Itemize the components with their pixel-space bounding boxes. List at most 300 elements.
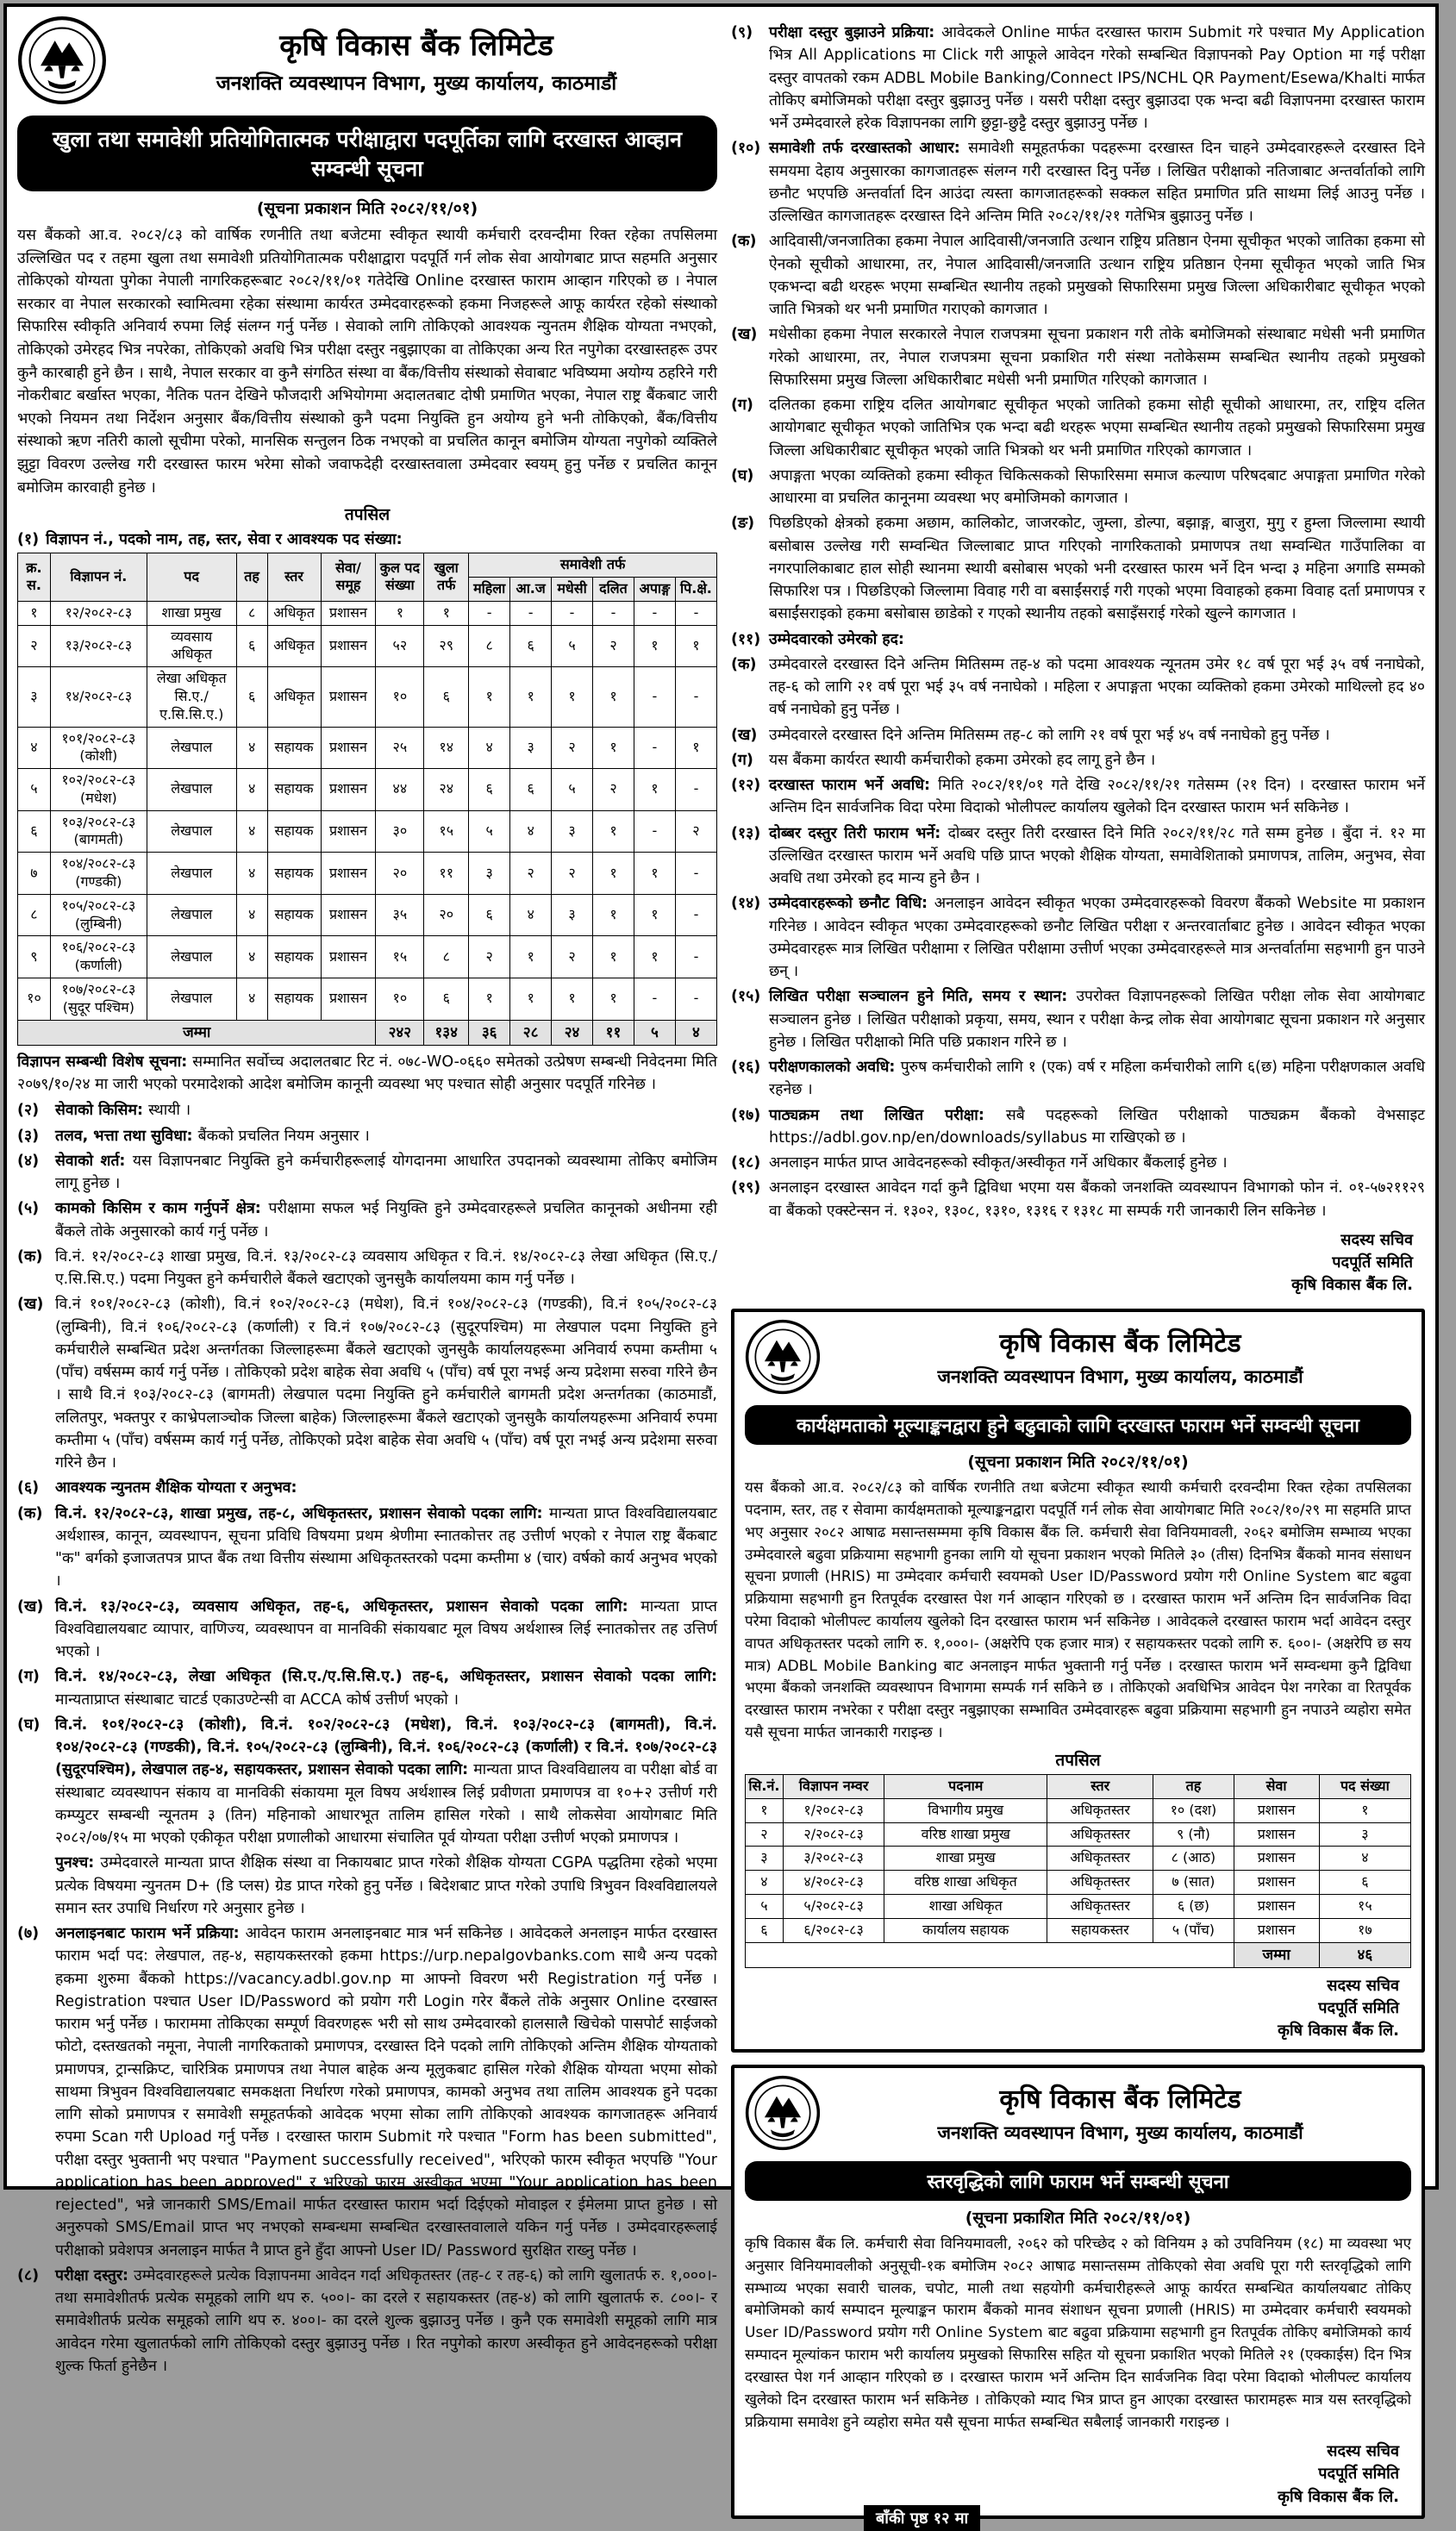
item-number: (क) <box>17 1247 43 1266</box>
table-cell: लेखपाल <box>147 894 236 936</box>
list-item <box>17 1503 717 1593</box>
total-cell: ११ <box>593 1020 634 1045</box>
table-cell: ३ <box>510 727 552 769</box>
item-number: (क) <box>731 655 757 673</box>
table-cell: २ <box>746 1822 784 1847</box>
table-cell: १ <box>634 936 675 978</box>
item-text <box>55 1477 717 1499</box>
table-cell: अधिकृतस्तर <box>1047 1871 1153 1895</box>
table-cell: ८ (आठ) <box>1153 1847 1234 1871</box>
item-label: उम्मेदवारहरूको छनौट विधि: <box>769 895 934 913</box>
notice1-signature-block <box>731 1229 1425 1297</box>
table-cell: - <box>593 601 634 625</box>
item-text: उम्मेदवारले दरखास्त दिने अन्तिम मितिसम्म तह-८ को लागि २१ वर्ष पूरा भई ४५ वर्ष ननाघेको हुनु पर्नेछ । <box>769 726 1330 744</box>
table-cell: १ <box>424 601 469 625</box>
special-notice-label: विज्ञापन सम्बन्धी विशेष सूचना: <box>17 1053 188 1071</box>
table-cell: ४ <box>236 936 267 978</box>
table-cell: - <box>634 978 675 1021</box>
item-label: वि.नं. १२/२०८२-८३, शाखा प्रमुख, तह-८, अधिकृतस्तर, प्रशासन सेवाको पदका लागि: <box>55 1504 549 1522</box>
table-cell: सहायक <box>267 769 321 811</box>
table-cell: ८ <box>424 936 469 978</box>
item-number: (क) <box>731 233 757 251</box>
table-cell: लेखपाल <box>147 853 236 895</box>
item-number: (ग) <box>17 1668 40 1686</box>
table-cell: ६ <box>1319 1871 1410 1895</box>
table-cell: १ <box>634 769 675 811</box>
table-total-row <box>18 1020 717 1045</box>
item-text: पाठ्यक्रम तथा लिखित परीक्षा: सबै पदहरूको लिखित परीक्षाको पाठ्यक्रम बैंकको वेभसाइट https://adbl.gov.np/en/downloads/syllabus मा राखिएको छ । <box>769 1106 1425 1147</box>
table-cell: १० <box>376 667 424 727</box>
table-cell: ६ <box>510 769 552 811</box>
table-cell: १ <box>593 894 634 936</box>
item-text: उम्मेदवारहरूको छनौट विधि: अनलाइन आवेदन स्वीकृत भएका उम्मेदवारहरूको विवरण बैंकको Website मा प्रकाशन गरिनेछ । आवेदन स्वीकृत भएका उम्मेदवारहरूको छनौट लिखित परीक्षा र अन्तरवार्ताबाट हुनेछ । आवेदन स्वीकृत भएका उम्मेदवारहरू मात्र लिखित परीक्षामा र लिखित परीक्षामा उत्तीर्ण भएका उम्मेदवारहरूले मात्र अन्तर्वार्तामा सहभागी हुन पाउने छन् । <box>769 895 1425 980</box>
item-text: अनलाइनबाट फाराम भर्ने प्रक्रिया: आवेदन फाराम अनलाइनबाट मात्र भर्न सकिनेछ । आवेदकले अनलाइन मार्फत दरखास्त फाराम भर्दा पद: लेखपाल, तह-४, सहायकस्तरको हकमा https://urp.nepalgovbanks.com साथै अन्य पदको हकमा शुरुमा बैंकको https://vacancy.adbl.gov.np मा आफ्नो विवरण भरी Registration गर्नु पर्नेछ । Registration पश्चात User ID/Password को प्रयोग गरी Login गरेर बैंकले तोके अनुसार Online दरखास्त फाराम भर्नु पर्नेछ । फाराममा तोकिएका सम्पूर्ण विवरणहरू भरी सो साथ उम्मेदवारको हालसालै खिचेको पासपोर्ट साईजको फोटो, दस्तखतको नमूना, नेपाली नागरिकताको प्रमाणपत्र, दरखास्त दिने पदको लागि तोकिएको अन्तिम शैक्षिक योग्यताको प्रमाणपत्र, ट्रान्सक्रिप्ट, चारित्रिक प्रमाणपत्र तथा नेपाल बाहेक अन्य मूलुकबाट हासिल गरेको शैक्षिक योग्यता भएमा सोको साथमा त्रिभुवन विश्वविद्यालयबाट समकक्षता निर्धारण गरेको प्रमाणपत्र, कामको अनुभव तथा तालिम आवश्यक हुने पदका लागि सोको प्रमाणपत्र र समावेशी समूहतर्फको आवेदक भएमा सोका लागि तोकिएको आवश्यक कागजातहरू अनिवार्य रुपमा Scan गरी Upload गर्नु पर्नेछ । दरखास्त फाराम Submit गरे पश्चात "Form has been submitted", परीक्षा दस्तुर भुक्तानी भए पश्चात "Payment successfully received", भरिएको फारम स्वीकृत भएपछि "Your application has been approved" र भरिएको फारम अस्वीकृत भएमा "Your application has been rejected", भन्ने जानकारी SMS/Email मार्फत दरखास्त फाराम भर्दा दिईएको मोवाइल र ईमेलमा प्राप्त हुनेछ । सो अनुरुपको SMS/Email प्राप्त भए नभएको सम्बन्धमा सम्बन्धित दरखास्तवालाले यकिन गर्नु पर्नेछ । उम्मेदवारहरूलाई परीक्षाको प्रवेशपत्र अनलाइन मार्फत नै प्राप्त हुने हुँदा आफ्नो User ID/ Password सुरक्षित राख्नु पर्नेछ । <box>55 1925 717 2259</box>
total-cell: ५ <box>634 1020 675 1045</box>
list-item <box>731 465 1425 510</box>
notice1-items-right <box>731 19 1425 1222</box>
item-number: (ख) <box>17 1597 44 1615</box>
table-row <box>18 894 717 936</box>
table-header-row <box>18 553 717 578</box>
notice1-tapasil-heading: तपसिल <box>344 505 391 525</box>
item-text: यस बैंकमा कार्यरत स्थायी कर्मचारीको हकमा उमेरको हद लागू हुने छैन । <box>769 751 1156 769</box>
table-total-row <box>746 1942 1411 1967</box>
list-item <box>731 323 1425 391</box>
table-cell: - <box>634 810 675 853</box>
table-cell: लेखपाल <box>147 810 236 853</box>
item-number: (१४) <box>731 895 761 913</box>
table-cell: २ <box>675 810 716 853</box>
table-cell: अधिकृतस्तर <box>1047 1822 1153 1847</box>
list-item <box>17 1125 717 1147</box>
table-cell: ४/२०८२-८३ <box>783 1871 884 1895</box>
table-cell: लेखपाल <box>147 769 236 811</box>
table-cell: ५ (पाँच) <box>1153 1918 1234 1942</box>
item-text: दोब्बर दस्तुर तिरी फाराम भर्ने: दोब्बर दस्तुर तिरी दरखास्त दिने मिति २०८२/११/२८ गते सम्म हुनेछ । बुँदा नं. १२ मा उल्लिखित दरखास्त फाराम भर्ने अवधि पछि प्राप्त भएको शैक्षिक योग्यता, समावेशिताको प्रमाणपत्र, तालिम, अनुभव, सेवा अवधि तथा उमेरको हद मान्य हुने छैन । <box>769 824 1425 887</box>
item-number: (घ) <box>17 1715 41 1734</box>
list-item <box>731 628 1425 651</box>
item-text: पुनश्च: उम्मेदवारले मान्यता प्राप्त शैक्षिक संस्था वा निकायबाट प्राप्त गरेको शैक्षिक योग्यता CGPA पद्धतिमा रहेको भएमा प्रत्येक विषयमा न्युनतम D+ (डि प्लस) ग्रेड प्राप्त गरेको हुनु पर्नेछ । बिदेशबाट प्राप्त गरेको उपाधि त्रिभुवन विश्वविद्यालयले समान स्तर उपाधि निर्धारण गरे अनुसार हुनेछ । <box>55 1854 717 1917</box>
item-label: पुनश्च: <box>55 1854 101 1872</box>
table-cell: - <box>675 853 716 895</box>
table-cell: - <box>634 667 675 727</box>
item-text: दलितका हकमा राष्ट्रिय दलित आयोगबाट सूचीकृत भएको जातिको हकमा सोही सूचीको आधारमा, तर, राष्ट्रिय दलित आयोगबाट सूचीकृत भएको जातिभित्र एक भन्दा बढी थरहरू भएमा सम्बन्धित स्थानीय तहको प्रमुखको सिफारिसमा प्रमुख जिल्ला अधिकारीबाट सूचीकृत भएको जाति भित्रको थर भनी प्रमाणित गरिएको कागजात । <box>769 397 1425 459</box>
column-header: स्तर <box>1047 1774 1153 1798</box>
list-item <box>731 1177 1425 1222</box>
item-text: पिछडिएको क्षेत्रको हकमा अछाम, कालिकोट, जाजरकोट, जुम्ला, डोल्पा, बझाङ्ग, बाजुरा, मुगु र हुम्ला जिल्लामा स्थायी बसोबास उल्लेख गरी सम्वन्धित जिल्लाबाट प्राप्त गरिएको नागरिकताको प्रमाणपत्र तथा सम्वन्धित गाउँपालिका वा नगरपालिकाबाट हाल सोही स्थानमा स्थायी बसोबास भएको भनी दरखास्त फारम भर्ने दिन भन्दा ३ महिना अगाडि सम्मको सिफारिश पत्र । पिछडिएको जिल्लामा विवाह गरी वा बसाईंसराई गरी गएको भएमा विवाहको हकमा विवाह दर्ता प्रमाणपत्र र बसाईंसराइको हकमा बसोबास छाडेको र गएको स्थानीय तहको बसाइँसराई गरेको खुल्ने कागजात । <box>769 515 1425 623</box>
table-cell: १३/२०८२-८३ <box>50 625 147 667</box>
table-cell: प्रशासन <box>321 936 376 978</box>
list-item <box>731 394 1425 462</box>
table-cell: सहायक <box>267 978 321 1021</box>
item-label: आवश्यक न्युनतम शैक्षिक योग्यता र अनुभव: <box>55 1479 297 1497</box>
column-header: सि.नं. <box>746 1774 784 1798</box>
column-header: अपाङ्ग <box>634 577 675 601</box>
table-cell: २/२०८२-८३ <box>783 1822 884 1847</box>
bank-name: कृषि विकास बैंक लिमिटेड <box>999 1328 1241 1359</box>
total-cell: २४२ <box>376 1020 424 1045</box>
notice2-box <box>731 1309 1425 2053</box>
list-item <box>17 1150 717 1196</box>
table-cell: १ <box>18 601 51 625</box>
table-cell: ५ <box>746 1894 784 1918</box>
table-cell: वरिष्ठ शाखा अधिकृत <box>884 1871 1047 1895</box>
item-text: अनलाइन दरखास्त आवेदन गर्दा कुनै द्विविधा भएमा यस बैंकको जनशक्ति व्यवस्थापन विभागको फोन नं. ०१-५७२११२९ वा बैंकको एक्स्टेन्सन नं. १३०२, १३०८, १३१०, १३१६ र १३१८ मा सम्पर्क गरी जानकारी लिन सकिनेछ । <box>769 1179 1425 1220</box>
special-notice-text: सम्मानित सर्वोच्च अदालतबाट रिट नं. ०७८-WO-०६६० समेतको उत्प्रेषण सम्बन्धी निवेदनमा मिति २०७९/१०/२४ मा जारी भएको परमादेशको आदेश बमोजिम कानूनी व्यवस्था भए पश्चात सोही अनुसार पदपूर्ति गरिनेछ । <box>17 1053 717 1093</box>
table-row <box>18 667 717 727</box>
table-cell: ५/२०८२-८३ <box>783 1894 884 1918</box>
table-cell: १ <box>593 810 634 853</box>
table-cell: १ <box>1319 1798 1410 1822</box>
table-cell: २ <box>552 853 593 895</box>
item-label: अनलाइनबाट फाराम भर्ने प्रक्रिया: <box>55 1925 246 1942</box>
item-number: (२) <box>17 1102 40 1120</box>
item-number: (१०) <box>731 140 761 158</box>
table-cell: ६ (छ) <box>1153 1894 1234 1918</box>
table-cell: प्रशासन <box>1234 1918 1319 1942</box>
table-cell: ४ <box>236 727 267 769</box>
table-cell: ४ <box>510 810 552 853</box>
column-header: महिला <box>469 577 510 601</box>
table-cell: सहायक <box>267 894 321 936</box>
list-item <box>731 230 1425 321</box>
table-cell: १० <box>376 978 424 1021</box>
table-cell: ४ <box>236 853 267 895</box>
table-cell: १०४/२०८२-८३ (गण्डकी) <box>50 853 147 895</box>
table-cell: १ <box>469 667 510 727</box>
table-cell: १० <box>18 978 51 1021</box>
item-number: (ख) <box>731 326 758 344</box>
table-cell: प्रशासन <box>321 894 376 936</box>
bank-name: कृषि विकास बैंक लिमिटेड <box>999 2084 1241 2115</box>
table-cell: सहायक <box>267 936 321 978</box>
item-text: कामको किसिम र काम गर्नुपर्ने क्षेत्र: परीक्षामा सफल भई नियुक्ति हुने उम्मेदवारहरूले प्रचलित कानूनको अधीनमा रही बैंकले तोके अनुसारको कार्य गर्नु पर्नेछ । <box>55 1200 717 1241</box>
table-cell: ८ <box>18 894 51 936</box>
item-label: तलव, भत्ता तथा सुविधा: <box>55 1127 198 1145</box>
item-text: लिखित परीक्षा सञ्चालन हुने मिति, समय र स्थान: उपरोक्त विज्ञापनहरूको लिखित परीक्षा लोक सेवा आयोगबाट सञ्चालन हुनेछ । लिखित परीक्षाको प्रकृया, समय, स्थान र परीक्षा केन्द्र लोक सेवा आयोगबाट सूचना प्रकाशन गरे अनुसार हुनेछ । लिखित परीक्षाको मिति पछि प्रकाशन गरिने छ । <box>769 988 1425 1051</box>
table-cell: १ <box>469 978 510 1021</box>
column-header: पद <box>147 553 236 602</box>
notice2-header <box>745 1319 1411 1398</box>
column-header: खुला तर्फ <box>424 553 469 602</box>
item-text: वि.नं. १२/२०८२-८३ शाखा प्रमुख, वि.नं. १३/२०८२-८३ व्यवसाय अधिकृत र वि.नं. १४/२०८२-८३ लेखा अधिकृत (सि.ए./ए.सि.सि.ए.) पदमा नियुक्त हुने कर्मचारीले बैंकले खटाएको जुनसुकै कार्यालयमा काम गर्नु पर्नेछ । <box>55 1247 717 1288</box>
table-cell: ३ <box>552 810 593 853</box>
table-cell: विभागीय प्रमुख <box>884 1798 1047 1822</box>
item-number: (७) <box>17 1925 40 1942</box>
item-label: वि.नं. १३/२०८२-८३, व्यवसाय अधिकृत, तह-६, अधिकृतस्तर, प्रशासन सेवाको पदका लागि: <box>55 1597 641 1615</box>
item-text: परीक्षणकालको अवधि: पुरुष कर्मचारीको लागि १ (एक) वर्ष र महिला कर्मचारीको लागि ६(छ) महिना परीक्षणकाल अवधि रहनेछ । <box>769 1059 1426 1099</box>
item-text: उम्मेदवारले दरखास्त दिने अन्तिम मितिसम्म तह-४ को पदमा आवश्यक न्यूनतम उमेर १८ वर्ष पूरा भई ३५ वर्ष ननाघेको, तह-६ को लागि २१ वर्ष पूरा भई ३५ वर्ष ननाघेको । महिला र अपाङ्गता भएका व्यक्तिको हकमा उमेरको माथिल्लो हद ४० वर्ष ननाघेको हुनु पर्नेछ । <box>769 655 1425 719</box>
table-cell: - <box>675 936 716 978</box>
table-row <box>18 769 717 811</box>
item-number: (१७) <box>731 1106 761 1124</box>
table-cell: शाखा अधिकृत <box>884 1894 1047 1918</box>
table-cell: प्रशासन <box>321 853 376 895</box>
table-row <box>746 1798 1411 1822</box>
item-text: मधेसीका हकमा नेपाल सरकारले नेपाल राजपत्रमा सूचना प्रकाशन गरी तोके बमोजिमको संस्थाबाट मधेसी भनी प्रमाणित गरेको आधारमा, तर, नेपाल राजपत्रमा सूचना प्रकाशित गरी संस्था नतोकेसम्म सम्बन्धित स्थानीय तहको प्रमुखको सिफारिसमा प्रमुख जिल्ला अधिकारीबाट मधेसी भनी प्रमाणित गरिएको कागजात । <box>769 326 1425 389</box>
table-cell: कार्यालय सहायक <box>884 1918 1047 1942</box>
notice1-header <box>17 16 717 109</box>
item-number: (४) <box>17 1152 40 1170</box>
table-cell: प्रशासन <box>1234 1798 1319 1822</box>
item-text: वि.नं १०१/२०८२-८३ (कोशी), वि.नं १०२/२०८२-८३ (मधेश), वि.नं १०४/२०८२-८३ (गण्डकी), वि.नं १०५/२०८२-८३ (लुम्बिनी), वि.नं १०६/२०८२-८३ (कर्णाली) र वि.नं १०७/२०८२-८३ (सुदूरपश्चिम) मा लेखपाल पदमा नियुक्ति हुने कर्मचारीले सम्बन्धित प्रदेश अन्तर्गतका जिल्लाहरूमा बैंकले खटाएको जुनसुकै कार्यालयहरूमा अनिवार्य रुपमा कम्तीमा ५ (पाँच) वर्षसम्म कार्य गर्नु पर्नेछ । तोकिएको प्रदेश बाहेक सेवा अवधि ५ (पाँच) वर्ष पूरा नभई अन्य प्रदेशमा सरुवा गरिने छैन । साथै वि.नं १०३/२०८२-८३ (बागमती) लेखपाल पदमा नियुक्ति हुने कर्मचारीले बागमती प्रदेश अन्तर्गतका (काठमाडौं, ललितपुर, भक्तपुर र काभ्रेपलाञ्चोक जिल्ला बाहेक) जिल्लाहरूमा बैंकले खटाएको जुनसुकै कार्यालयहरूमा अनिवार्य रुपमा कम्तीमा ५ (पाँच) वर्षसम्म कार्य गर्नु पर्नेछ, तोकिएको प्रदेश बाहेक सेवा अवधि ५ (पाँच) वर्ष पूरा नभई अन्य प्रदेशमा सरुवा गरिने छैन । <box>55 1296 717 1472</box>
item-number: (१६) <box>731 1059 761 1076</box>
table-cell: १ <box>634 894 675 936</box>
table-cell: प्रशासन <box>321 727 376 769</box>
column-header: कुल पद संख्या <box>376 553 424 602</box>
list-item <box>17 1099 717 1122</box>
column-header: विज्ञापन नं. <box>50 553 147 602</box>
adbl-logo-icon <box>17 16 107 109</box>
item-label: कामको किसिम र काम गर्नुपर्ने क्षेत्र: <box>55 1200 269 1218</box>
vacancy-table <box>17 553 717 1046</box>
table-cell: व्यवसाय अधिकृत <box>147 625 236 667</box>
table-cell: शाखा प्रमुख <box>147 601 236 625</box>
table-cell: - <box>675 601 716 625</box>
table-cell: ४ <box>1319 1847 1410 1871</box>
column-header: दलित <box>593 577 634 601</box>
column-header: पदनाम <box>884 1774 1047 1798</box>
item-number: (६) <box>17 1479 40 1497</box>
list-item <box>17 1293 717 1474</box>
item-number: (१३) <box>731 824 761 842</box>
table-cell: - <box>469 601 510 625</box>
table-cell: २ <box>510 853 552 895</box>
table-cell: अधिकृतस्तर <box>1047 1847 1153 1871</box>
promotion-table <box>745 1774 1411 1968</box>
total-cell: ४६ <box>1319 1942 1410 1967</box>
table-cell: ५ <box>469 810 510 853</box>
item-label: परीक्षा दस्तुर: <box>55 2266 134 2284</box>
dept-line: जनशक्ति व्यवस्थापन विभाग, मुख्य कार्यालय, काठमाडौं <box>937 1366 1303 1388</box>
table-cell: सहायक <box>267 810 321 853</box>
item-number: (ग) <box>731 751 753 769</box>
item-label: वि.नं. १०१/२०८२-८३ (कोशी), वि.नं. १०२/२०८२-८३ (मधेश), वि.नं. १०३/२०८२-८३ (बागमती), वि.नं. १०४/२०८२-८३ (गण्डकी), वि.नं. १०५/२०८२-८३ (लुम्बिनी), वि.नं. १०६/२०८२-८३ (कर्णाली) र वि.नं. १०७/२०८२-८३ (सुदूरपश्चिम), लेखपाल तह-४, सहायकस्तर, प्रशासन सेवाको पदका लागि: <box>55 1715 717 1779</box>
table-cell: प्रशासन <box>321 667 376 727</box>
item-text: परीक्षा दस्तुर बुझाउने प्रक्रिया: आवेदकले Online मार्फत दरखास्त फाराम Submit गरे पश्चात My Application भित्र All Applications मा Click गरी आफूले आवेदन गरेको सम्बन्धित विज्ञापनको Pay Option मा गई परीक्षा दस्तुर वापतको रकम ADBL Mobile Banking/Connect IPS/NCHL QR Payment/Esewa/Khalti मार्फत तोकिए बमोजिमको परीक्षा दस्तुर बुझाउनु पर्नेछ । यसरी परीक्षा दस्तुर बुझाउदा एक भन्दा बढी विज्ञापनमा दरखास्त फाराम भर्ने उम्मेदवारले हरेक विज्ञापनका लागि छुट्टा-छुट्टै दस्तुर बुझाउनु पर्नेछ । <box>769 24 1425 132</box>
signature-line: पदपूर्ति समिति <box>1318 2465 1399 2484</box>
list-item <box>731 1104 1425 1150</box>
table-cell: ४ <box>236 894 267 936</box>
table-cell: १०६/२०८२-८३ (कर्णाली) <box>50 936 147 978</box>
list-item <box>731 137 1425 228</box>
signature-line: सदस्य सचिव <box>1327 2442 1399 2461</box>
item-number: (क) <box>17 1504 43 1522</box>
item-label: दोब्बर दस्तुर तिरी फाराम भर्ने: <box>769 824 948 842</box>
table-cell: ७ (सात) <box>1153 1871 1234 1895</box>
notice1-items-left <box>17 1099 717 2378</box>
column-header: क्र. स. <box>18 553 51 602</box>
table-cell: ७ <box>18 853 51 895</box>
table-cell: १२/२०८२-८३ <box>50 601 147 625</box>
item-text: समावेशी तर्फ दरखास्तको आधार: समावेशी समूहतर्फका पदहरूमा दरखास्त दिन चाहने उम्मेदवारहरूले दरखास्त दिने समयमा देहाय अनुसारका कागजातहरू संलग्न गरी दरखास्त दिनु पर्नेछ । लिखित परीक्षाको नतिजाबाट अन्तर्वार्ताको लागि छनौट भएपछि अन्तर्वार्ता दिन आउंदा त्यस्ता कागजातहरूको सक्कल सहित प्रमाणित प्रति साथमा लिई आउनु पर्नेछ । उल्लिखित कागजातहरू दरखास्त दिने अन्तिम मिति २०८२/११/२१ गतेभित्र बुझाउनु पर्नेछ । <box>769 140 1426 225</box>
signature-line: सदस्य सचिव <box>1340 1230 1413 1249</box>
list-item <box>17 1197 717 1243</box>
item-number: (१५) <box>731 988 761 1006</box>
table-row <box>18 978 717 1021</box>
notice3-box <box>731 2065 1425 2528</box>
item-number: (घ) <box>731 466 754 484</box>
table-cell: १ <box>510 667 552 727</box>
table-cell: ४ <box>236 810 267 853</box>
signature-line: पदपूर्ति समिति <box>1318 1998 1399 2017</box>
list-item <box>17 1665 717 1711</box>
table-cell: ८ <box>236 601 267 625</box>
item-text: वि.नं. १३/२०८२-८३, व्यवसाय अधिकृत, तह-६, अधिकृतस्तर, प्रशासन सेवाको पदका लागि: मान्यता प्राप्त विश्वविद्यालयबाट व्यापार, वाणिज्य, व्यवस्थापन वा मानविकी संकायबाट मूल विषय अर्थशास्त्र लिई स्नातकोत्तर तह उत्तिर्ण भएको । <box>55 1597 717 1660</box>
item-label: सेवाको किसिम: <box>55 1102 149 1120</box>
table-cell: ३ <box>469 853 510 895</box>
item-text: अपाङ्गता भएका व्यक्तिको हकमा स्वीकृत चिकित्सकको सिफारिसमा समाज कल्याण परिषदबाट अपाङ्गता प्रमाणित गरेको आधारमा वा प्रचलित कानूनमा व्यवस्था भए बमोजिमको कागजात । <box>769 466 1425 507</box>
item-text: दरखास्त फाराम भर्ने अवधि: मिति २०८२/११/०१ गते देखि २०८२/११/२१ गतेसम्म (२१ दिन) । दरखास्त फाराम भर्ने अन्तिम दिन सार्वजनिक विदा परेमा विदाको भोलीपल्ट कार्यालय खुलेको दिन दरखास्त फाराम भर्न सकिनेछ । <box>769 777 1426 817</box>
table-cell: ६ <box>18 810 51 853</box>
table-cell: ६ <box>510 625 552 667</box>
table-cell: लेखपाल <box>147 978 236 1021</box>
table-cell: २ <box>593 625 634 667</box>
item-number: (३) <box>17 1127 40 1145</box>
table-cell: १५ <box>376 936 424 978</box>
adbl-logo-icon <box>745 2075 821 2154</box>
table-cell: ६ <box>424 978 469 1021</box>
table-cell: २ <box>18 625 51 667</box>
table-cell: १ <box>675 625 716 667</box>
item-label: दरखास्त फाराम भर्ने अवधि: <box>769 777 939 794</box>
table-header-row <box>746 1774 1411 1798</box>
table-cell: लेखा अधिकृत सि.ए./ ए.सि.सि.ए.) <box>147 667 236 727</box>
table-cell: १ <box>593 978 634 1021</box>
table-cell: - <box>510 601 552 625</box>
total-cell: १३४ <box>424 1020 469 1045</box>
notice2-publish-date: (सूचना प्रकाशन मिति २०८२/११/०१) <box>967 1453 1189 1472</box>
item-label: वि.नं. १४/२०८२-८३, लेखा अधिकृत (सि.ए./ए.सि.सि.ए.) तह-६, अधिकृतस्तर, प्रशासन सेवाको पदका लागि: <box>55 1668 717 1686</box>
table-cell: ९ (नौ) <box>1153 1822 1234 1847</box>
notice3-publish-date: (सूचना प्रकाशित मिति २०८२/११/०१) <box>965 2208 1191 2228</box>
item-text: सेवाको शर्त: यस विज्ञापनबाट नियुक्ति हुने कर्मचारीहरूलाई योगदानमा आधारित उपदानको व्यवस्थामा तोकिए बमोजिम लागू हुनेछ । <box>55 1152 717 1192</box>
table-cell: २० <box>376 853 424 895</box>
list-item <box>17 1714 717 1850</box>
table-title-text: विज्ञापन नं., पदको नाम, तह, स्तर, सेवा र आवश्यक पद संख्या: <box>46 531 403 549</box>
column-header: मधेसी <box>552 577 593 601</box>
list-item <box>731 653 1425 722</box>
table-cell: ४४ <box>376 769 424 811</box>
table-cell: लेखपाल <box>147 727 236 769</box>
table-cell: १ <box>552 667 593 727</box>
item-text: सेवाको किसिम: स्थायी । <box>55 1102 191 1120</box>
table-row <box>746 1847 1411 1871</box>
item-label: पाठ्यक्रम तथा लिखित परीक्षा: <box>769 1106 1006 1124</box>
table-cell: १ <box>746 1798 784 1822</box>
table-row <box>18 853 717 895</box>
table-cell: प्रशासन <box>1234 1871 1319 1895</box>
table-cell: अधिकृत <box>267 625 321 667</box>
list-item <box>731 1056 1425 1102</box>
list-item <box>731 1152 1425 1174</box>
item-number: (ग) <box>731 397 753 414</box>
item-number: (५) <box>17 1200 40 1218</box>
table-row <box>746 1918 1411 1942</box>
notice2-signature-block <box>745 1975 1411 2042</box>
table-title-number: (१) <box>17 531 40 549</box>
item-label: परीक्षणकालको अवधि: <box>769 1059 901 1076</box>
table-cell: ४ <box>746 1871 784 1895</box>
item-label: समावेशी तर्फ दरखास्तको आधार: <box>769 140 969 158</box>
table-row <box>18 810 717 853</box>
total-cell: २८ <box>510 1020 552 1045</box>
table-cell: १ <box>593 727 634 769</box>
item-number: (११) <box>731 630 761 648</box>
notice3-body-paragraph: कृषि विकास बैंक लि. कर्मचारी सेवा विनियमावली, २०६२ को परिच्छेद २ को विनियम ३ को उपविनियम (१८) मा व्यवस्था भए अनुसार विनियमावलीको अनुसूची-१क बमोजिम २०८२ आषाढ मसान्तसम्म तोकिएको सेवा अवधि पूरा गरी स्तरवृद्धिको लागि सम्भाव्य भएका सवारी चालक, चपोट, माली तथा सहयोगी कर्मचारीहरूले आफू कार्यरत सम्बन्धित कार्यालयबाट तोकिए बमोजिमको कार्य सम्पादन मूल्याङ्कन फाराम बैंकको मानव संशाधन सूचना प्रणाली (HRIS) मा उम्मेदवार कर्मचारी स्वयमको User ID/Password प्रयोग गरी Online System बाट बढुवा प्रक्रियामा सहभागी हुन रितपूर्वक तोकिए बमोजिमको कार्य सम्पादन मूल्यांकन फाराम भरी कार्यालय प्रमुखको सिफारिस सहित यो सूचना प्रकाशित भएको मितिले २१ (एक्काईस) दिन भित्र दरखास्त पेश गर्न आव्हान गरिएको छ । दरखास्त फाराम भर्ने अन्तिम दिन सार्वजनिक विदा परेमा विदाको भोलीपल्ट कार्यालय खुलेको दिन दरखास्त फाराम भर्न सकिनेछ । तोकिएको म्याद भित्र प्राप्त हुन आएका दरखास्त फारामहरू मात्र यस स्तरवृद्धिको प्रक्रियामा समावेश हुने व्यहोरा समेत यसै सूचना मार्फत सम्बन्धित सबैलाई जानकारी गराइन्छ । <box>745 2234 1411 2431</box>
table-cell: प्रशासन <box>1234 1894 1319 1918</box>
table-cell: अधिकृतस्तर <box>1047 1798 1153 1822</box>
notice2-banner-title: कार्यक्षमताको मूल्याङ्कनद्वारा हुने बढुवाको लागि दरखास्त फाराम भर्ने सम्वन्धी सूचना <box>745 1405 1411 1445</box>
table-cell: १०२/२०८२-८३ (मधेश) <box>50 769 147 811</box>
list-item <box>17 2265 717 2378</box>
table-cell: १० (दश) <box>1153 1798 1234 1822</box>
item-number <box>17 1852 55 1920</box>
item-label: परीक्षा दस्तुर बुझाउने प्रक्रिया: <box>769 24 942 41</box>
table-cell: ६ <box>469 769 510 811</box>
total-blank <box>746 1942 1234 1967</box>
table-cell: १४ <box>424 727 469 769</box>
list-item <box>731 22 1425 134</box>
column-header: स्तर <box>267 553 321 602</box>
list-item <box>17 1246 717 1291</box>
table-cell: १ <box>634 625 675 667</box>
table-cell: ३ <box>18 667 51 727</box>
column-header: आ.ज <box>510 577 552 601</box>
table-cell: १ <box>510 978 552 1021</box>
table-cell: वरिष्ठ शाखा प्रमुख <box>884 1822 1047 1847</box>
list-item <box>731 822 1425 891</box>
list-item <box>731 512 1425 625</box>
table-cell: २९ <box>424 625 469 667</box>
table-cell: अधिकृतस्तर <box>1047 1894 1153 1918</box>
table-cell: १ <box>376 601 424 625</box>
table-cell: ६ <box>424 667 469 727</box>
table-cell: ४ <box>236 978 267 1021</box>
table-row <box>18 625 717 667</box>
column-header-group: समावेशी तर्फ <box>469 553 717 578</box>
table-cell: - <box>675 769 716 811</box>
item-label: सेवाको शर्त: <box>55 1152 133 1170</box>
signature-line: सदस्य सचिव <box>1327 1976 1399 1995</box>
item-text: वि.नं. १२/२०८२-८३, शाखा प्रमुख, तह-८, अधिकृतस्तर, प्रशासन सेवाको पदका लागि: मान्यता प्राप्त विश्वविद्यालयबाट अर्थशास्त्र, कानून, व्यवस्थापन, सूचना प्रविधि विषयमा प्रथम श्रेणीमा स्नातकोत्तर तह उत्तीर्ण भएको र नेपाल राष्ट्र बैंकबाट "क" बर्गको इजाजतपत्र प्राप्त बैंक तथा वित्तीय संस्थामा अधिकृतस्तरको पदमा कम्तीमा ४ (चार) वर्षको कार्य अनुभव भएको । <box>55 1504 717 1590</box>
table-cell: १ <box>634 853 675 895</box>
table-cell: ४ <box>510 894 552 936</box>
column-header: पद संख्या <box>1319 1774 1410 1798</box>
signature-line: कृषि विकास बैंक लि. <box>1291 1275 1413 1294</box>
table-cell: ३ <box>552 894 593 936</box>
list-item <box>17 1922 717 2262</box>
notice3-banner-title: स्तरवृद्धिको लागि फाराम भर्ने सम्बन्धी सूचना <box>745 2161 1411 2201</box>
right-column <box>731 16 1426 2528</box>
table-cell: - <box>675 978 716 1021</box>
table-cell: १ <box>593 667 634 727</box>
table-cell: ५२ <box>376 625 424 667</box>
item-text: वि.नं. १०१/२०८२-८३ (कोशी), वि.नं. १०२/२०८२-८३ (मधेश), वि.नं. १०३/२०८२-८३ (बागमती), वि.नं. १०४/२०८२-८३ (गण्डकी), वि.नं. १०५/२०८२-८३ (लुम्बिनी), वि.नं. १०६/२०८२-८३ (कर्णाली) र वि.नं. १०७/२०८२-८३ (सुदूरपश्चिम), लेखपाल तह-४, सहायकस्तर, प्रशासन सेवाको पदका लागि: मान्यता प्राप्त विश्वविद्यालय वा परीक्षा बोर्ड वा संस्थाबाट व्यवस्थापन संकाय वा मानविकी संकायमा मूल विषय अर्थशास्त्र लिई प्रवीणता प्रमाणपत्र वा १०+२ उत्तीर्ण गरी कम्प्युटर सम्बन्धी न्यूनतम ३ (तिन) महिनाको आधारभूत तालिम हासिल गरेको । साथै लोकसेवा आयोगबाट मिति २०८२/०७/१५ मा भएको एकीकृत परीक्षा प्रणालीको आधारमा संचालित पूर्व योग्यता परीक्षा उत्तीर्ण भएको प्रमाणपत्र । <box>55 1715 717 1847</box>
signature-line: पदपूर्ति समिति <box>1332 1253 1413 1272</box>
table-cell: ६ <box>236 667 267 727</box>
table-cell: ४ <box>469 727 510 769</box>
item-number: (ङ) <box>731 515 755 533</box>
list-item <box>731 749 1425 772</box>
total-label: जम्मा <box>18 1020 376 1045</box>
total-cell: ३६ <box>469 1020 510 1045</box>
table-cell: १ <box>593 853 634 895</box>
table-cell: ३ <box>1319 1822 1410 1847</box>
item-text: वि.नं. १४/२०८२-८३, लेखा अधिकृत (सि.ए./ए.सि.सि.ए.) तह-६, अधिकृतस्तर, प्रशासन सेवाको पदका लागि: मान्यताप्राप्त संस्थाबाट चाटर्ड एकाउण्टेन्सी वा ACCA कोर्ष उत्तीर्ण भएको । <box>55 1668 717 1709</box>
table-cell: १०५/२०८२-८३ (लुम्बिनी) <box>50 894 147 936</box>
table-row <box>746 1894 1411 1918</box>
